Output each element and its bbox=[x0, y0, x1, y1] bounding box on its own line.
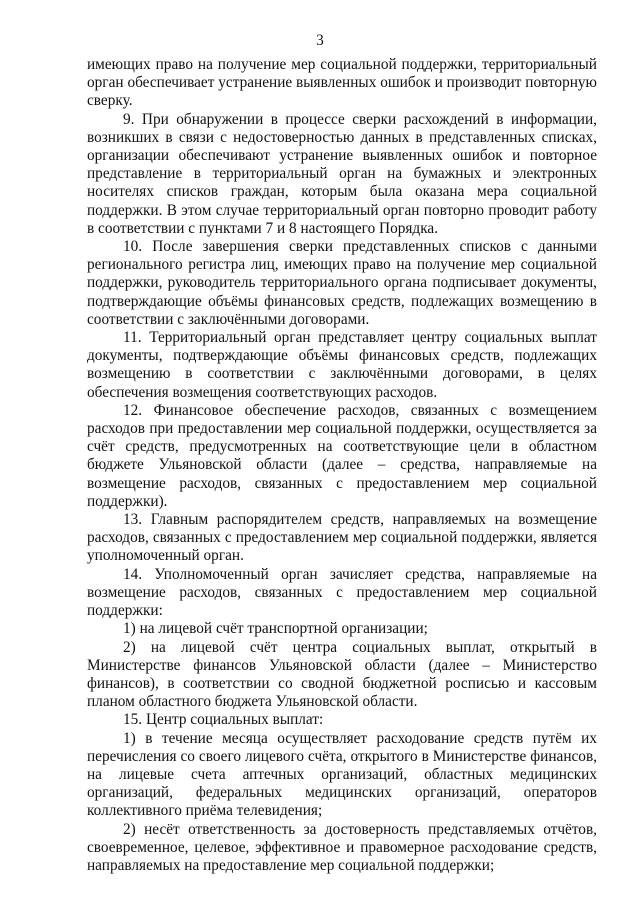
paragraph-item-14: 14. Уполномоченный орган зачисляет средства, направляемые на возмещение расходов, связанных с предоставлением мер социальной поддержки: bbox=[87, 565, 597, 620]
document-body bbox=[87, 56, 597, 875]
paragraph-item-15-sub-2: 2) несёт ответственность за достоверность представляемых отчётов, своевременное, целевое, эффективное и правомерное расходование средств, направляемых на предоставление мер социальной поддержки; bbox=[87, 820, 597, 874]
paragraph-item-13: 13. Главным распорядителем средств, направляемых на возмещение расходов, связанных с предоставлением мер социальной поддержки, является уполномоченный орган. bbox=[87, 511, 597, 565]
paragraph-item-14-sub-2: 2) на лицевой счёт центра социальных выплат, открытый в Министерстве финансов Ульяновской области (далее – Министерство финансов), в соответствии со сводной бюджетной росписью и кассовым планом областного бюджета Ульяновской области. bbox=[87, 638, 597, 711]
paragraph-item-9: 9. При обнаружении в процессе сверки расхождений в информации, возникших в связи с недостоверностью данных в представленных списках, организации обеспечивают устранение выявленных ошибок и повторное представление в территориальный орган на бумажных и электронных носителях списков граждан, которым была оказана мера социальной поддержки. В этом случае территориальный орган повторно проводит работу в соответствии с пунктами 7 и 8 настоящего Порядка. bbox=[87, 110, 597, 237]
paragraph-item-10: 10. После завершения сверки представленных списков с данными регионального регистра лиц, имеющих право на получение мер социальной поддержки, руководитель территориального органа подписывает документы, подтверждающие объёмы финансовых средств, подлежащих возмещению в соответствии с заключёнными договорами. bbox=[87, 238, 597, 328]
paragraph-item-12: 12. Финансовое обеспечение расходов, связанных с возмещением расходов при предоставлении мер социальной поддержки, осуществляется за счёт средств, предусмотренных на соответствующие цели в областном бюджете Ульяновской области (далее – средства, направляемые на возмещение расходов, связанных с предоставлением мер социальной поддержки). bbox=[87, 401, 597, 510]
paragraph-continuation: имеющих право на получение мер социальной поддержки, территориальный орган обеспечивает устранение выявленных ошибок и производит повторную сверку. bbox=[87, 56, 597, 110]
paragraph-item-15: 15. Центр социальных выплат: bbox=[123, 711, 324, 729]
paragraph-item-14-sub-1: 1) на лицевой счёт транспортной организации; bbox=[123, 620, 428, 638]
paragraph-item-11: 11. Территориальный орган представляет центру социальных выплат документы, подтверждающие объёмы финансовых средств, подлежащих возмещению в соответствии с заключёнными договорами, в целях обеспечения возмещения соответствующих расходов. bbox=[87, 329, 597, 401]
paragraph-item-15-sub-1: 1) в течение месяца осуществляет расходование средств путём их перечисления со своего лицевого счёта, открытого в Министерстве финансов, на лицевые счета аптечных организаций, областных медицинских организаций, федеральных медицинских организаций, операторов коллективного приёма телевидения; bbox=[87, 729, 597, 820]
page-number: 3 bbox=[316, 32, 324, 49]
